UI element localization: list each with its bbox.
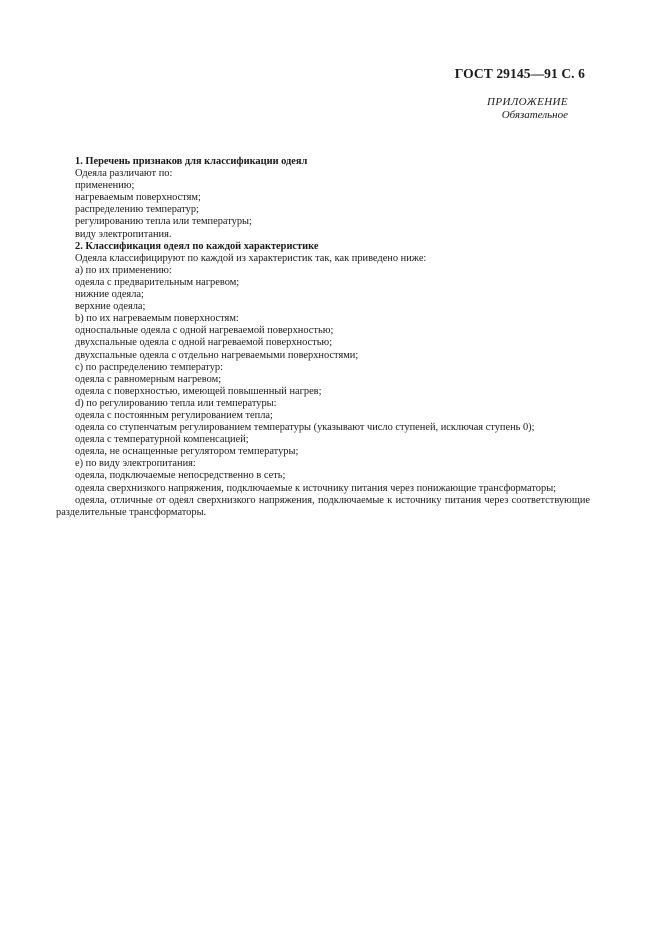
text-line: двухспальные одеяла с отдельно нагреваемыми поверхностями; <box>75 349 359 361</box>
appendix-title: ПРИЛОЖЕНИЕ <box>487 96 568 108</box>
text-line: одеяла, не оснащенные регулятором температуры; <box>75 446 299 458</box>
appendix-subtitle: Обязательное <box>501 109 568 121</box>
text-line: с) по распределению температур: <box>75 361 223 373</box>
text-line: нагреваемым поверхностям; <box>75 192 201 204</box>
text-line: регулированию тепла или температуры; <box>75 216 252 228</box>
text-line: одеяла с равномерным нагревом; <box>75 373 222 385</box>
text-line: распределению температур; <box>75 204 199 216</box>
text-line: одеяла с температурной компенсацией; <box>75 434 249 446</box>
text-line: одеяла, подключаемые непосредственно в сеть; <box>75 470 286 482</box>
document-body <box>56 156 590 519</box>
text-line: двухспальные одеяла с одной нагреваемой поверхностью; <box>75 337 333 349</box>
text-line: е) по виду электропитания: <box>75 458 196 470</box>
text-line: Одеяла классифицируют по каждой из характеристик так, как приведено ниже: <box>75 252 427 264</box>
section-1-heading: 1. Перечень признаков для классификации одеял <box>75 156 308 167</box>
text-line: Одеяла различают по: <box>75 168 173 180</box>
text-line: одеяла со ступенчатым регулированием температуры (указывают число ступеней, исключая ступень 0); <box>75 422 535 434</box>
text-line: нижние одеяла; <box>75 289 144 301</box>
text-line: односпальные одеяла с одной нагреваемой поверхностью; <box>75 325 334 337</box>
text-line: одеяла с поверхностью, имеющей повышенный нагрев; <box>75 385 322 397</box>
appendix-label <box>487 96 568 122</box>
text-line: одеяла с предварительным нагревом; <box>75 276 240 288</box>
paragraph-extra-low-voltage: одеяла сверхнизкого напряжения, подключаемые к источнику питания через понижающие трансформаторы; <box>75 482 557 494</box>
section-2-heading: 2. Классификация одеял по каждой характеристике <box>75 240 319 252</box>
text-line: а) по их применению: <box>75 264 172 276</box>
document-header: ГОСТ 29145—91 С. 6 <box>454 66 585 81</box>
text-line: верхние одеяла; <box>75 301 146 313</box>
paragraph-other-blankets: одеяла, отличные от одеял сверхнизкого напряжения, подключаемые к источнику питания через соответствующие разделительные трансформаторы. <box>56 494 590 518</box>
text-line: d) по регулированию тепла или температуры: <box>75 397 277 409</box>
text-line: применению; <box>75 180 135 192</box>
text-line: b) по их нагреваемым поверхностям: <box>75 313 239 325</box>
text-line: виду электропитания. <box>75 228 172 240</box>
text-line: одеяла с постоянным регулированием тепла; <box>75 409 273 421</box>
